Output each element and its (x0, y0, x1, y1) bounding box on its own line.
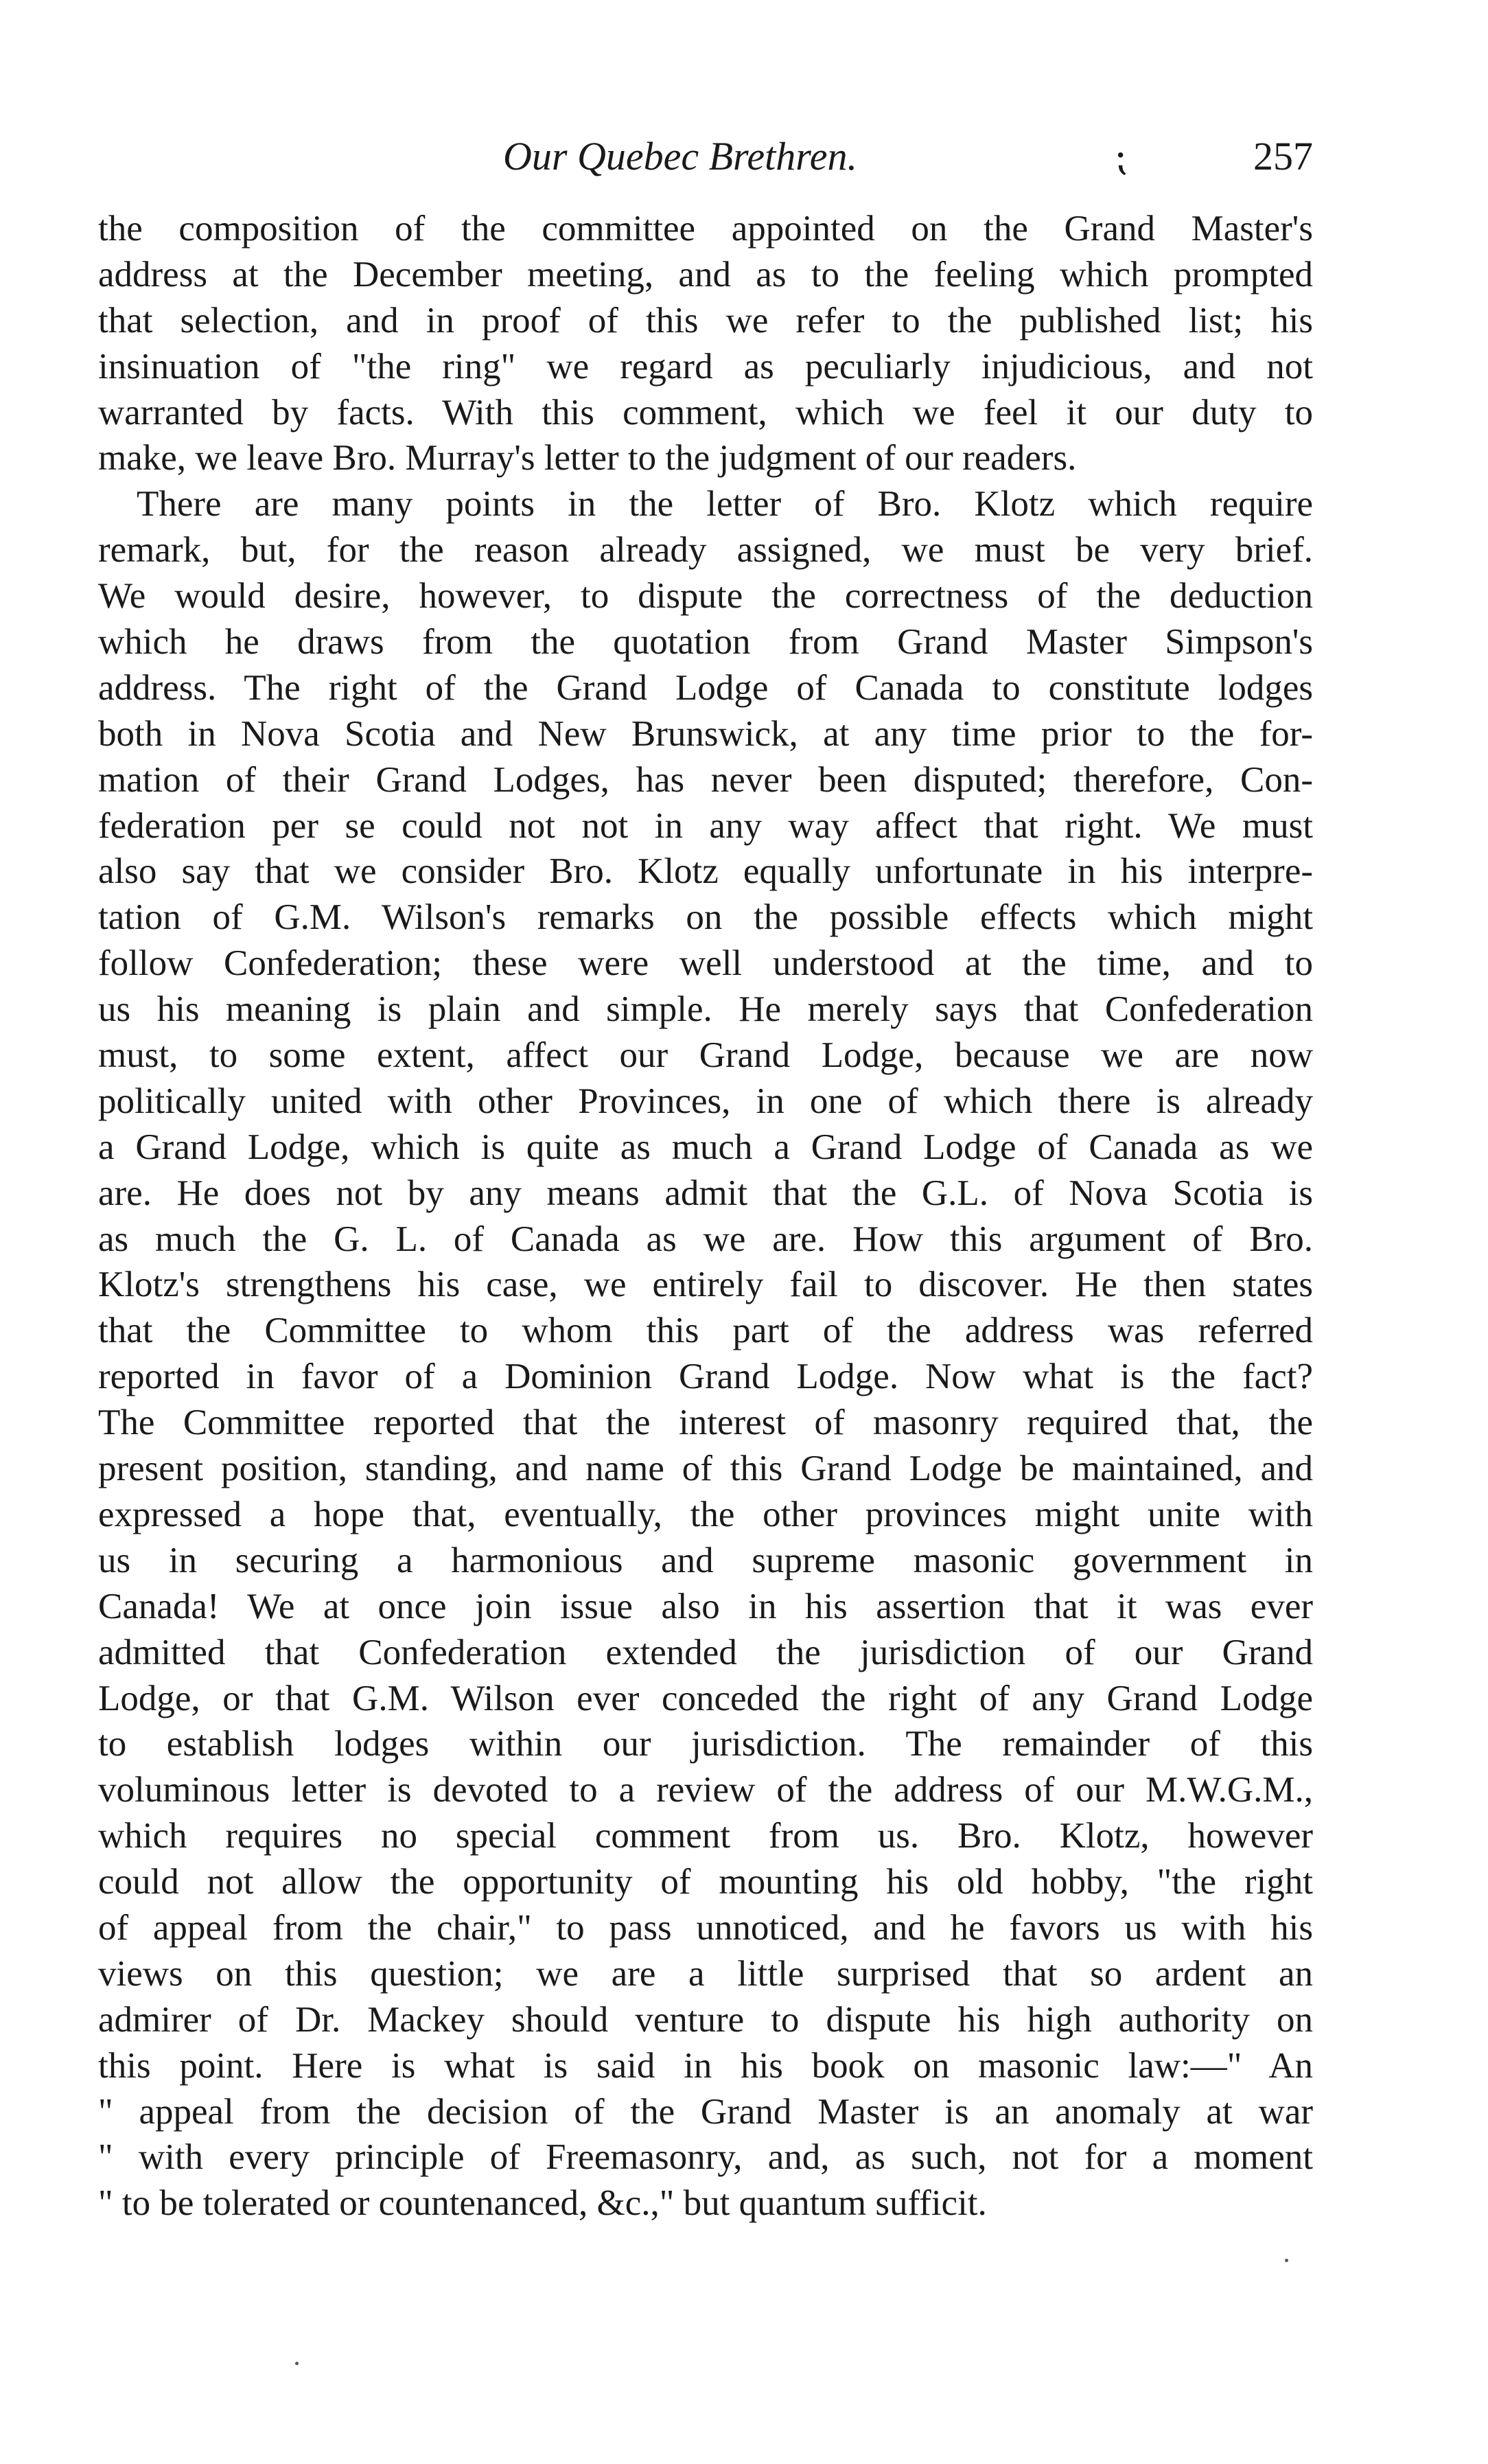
text-line: reported in favor of a Dominion Grand Lodge. Now what is the fact? (98, 1357, 1313, 1397)
text-line: Lodge, or that G.M. Wilson ever conceded the right of any Grand Lodge (98, 1678, 1313, 1718)
text-line: a Grand Lodge, which is quite as much a Grand Lodge of Canada as we (98, 1127, 1313, 1167)
text-line: insinuation of "the ring" we regard as peculiarly injudicious, and not (98, 346, 1313, 387)
running-head (98, 129, 1313, 184)
text-line: as much the G. L. of Canada as we are. How this argument of Bro. (98, 1219, 1313, 1259)
text-line: " with every principle of Freemasonry, and, as such, not for a moment (98, 2137, 1313, 2178)
text-line: The Committee reported that the interest of masonry required that, the (98, 1403, 1313, 1443)
text-line: are. He does not by any means admit that the G.L. of Nova Scotia is (98, 1173, 1313, 1213)
text-line: tation of G.M. Wilson's remarks on the possible effects which might (98, 897, 1313, 938)
text-line: that selection, and in proof of this we refer to the published list; his (98, 300, 1313, 341)
text-line: Canada! We at once join issue also in his assertion that it was ever (98, 1586, 1313, 1626)
text-line: which he draws from the quotation from Grand Master Simpson's (98, 622, 1313, 663)
text-line: admitted that Confederation extended the jurisdiction of our Grand (98, 1632, 1313, 1672)
text-line: We would desire, however, to dispute the correctness of the deduction (98, 576, 1313, 617)
text-line: us in securing a harmonious and supreme masonic government in (98, 1540, 1313, 1580)
text-line: remark, but, for the reason already assigned, we must be very brief. (98, 530, 1313, 571)
text-line: mation of their Grand Lodges, has never been disputed; therefore, Con- (98, 759, 1313, 800)
text-line: of appeal from the chair," to pass unnoticed, and he favors us with his (98, 1907, 1313, 1948)
text-line: There are many points in the letter of Bro. Klotz which require (137, 484, 1313, 525)
text-line: warranted by facts. With this comment, which we feel it our duty to (98, 392, 1313, 433)
text-line: expressed a hope that, eventually, the other provinces might unite with (98, 1494, 1313, 1534)
text-line: this point. Here is what is said in his book on masonic law:—" An (98, 2045, 1313, 2086)
text-line: address. The right of the Grand Lodge of Canada to constitute lodges (98, 667, 1313, 708)
text-line: " to be tolerated or countenanced, &c.," but quantum sufficit. (98, 2183, 987, 2224)
text-line: Klotz's strengthens his case, we entirely fail to discover. He then states (98, 1265, 1313, 1305)
running-title: Our Quebec Brethren. (503, 134, 857, 179)
text-line: admirer of Dr. Mackey should venture to dispute his high authority on (98, 1999, 1313, 2040)
body-text (98, 206, 1313, 2226)
text-line: that the Committee to whom this part of the address was referred (98, 1311, 1313, 1351)
text-line: present position, standing, and name of this Grand Lodge be maintained, and (98, 1449, 1313, 1489)
text-line: both in Nova Scotia and New Brunswick, at any time prior to the for- (98, 713, 1313, 754)
text-line: federation per se could not not in any way affect that right. We must (98, 805, 1313, 846)
text-line: " appeal from the decision of the Grand Master is an anomaly at war (98, 2091, 1313, 2132)
page-number: 257 (1253, 134, 1313, 179)
text-line: also say that we consider Bro. Klotz equally unfortunate in his interpre- (98, 851, 1313, 892)
print-speck (1285, 2259, 1288, 2262)
print-speck (295, 2362, 299, 2365)
text-line: address at the December meeting, and as to the feeling which prompted (98, 254, 1313, 295)
text-line: views on this question; we are a little surprised that so ardent an (98, 1953, 1313, 1994)
text-line: to establish lodges within our jurisdiction. The remainder of this (98, 1724, 1313, 1764)
text-line: could not allow the opportunity of mounting his old hobby, "the right (98, 1862, 1313, 1902)
text-line: voluminous letter is devoted to a review of the address of our M.W.G.M., (98, 1770, 1313, 1810)
running-head-mark: ⁏ (1114, 134, 1128, 179)
text-line: follow Confederation; these were well understood at the time, and to (98, 943, 1313, 984)
text-line: must, to some extent, affect our Grand Lodge, because we are now (98, 1035, 1313, 1076)
text-line: make, we leave Bro. Murray's letter to the judgment of our readers. (98, 438, 1077, 479)
text-line: politically united with other Provinces, in one of which there is already (98, 1081, 1313, 1121)
text-line: which requires no special comment from us. Bro. Klotz, however (98, 1816, 1313, 1856)
text-line: us his meaning is plain and simple. He merely says that Confederation (98, 989, 1313, 1030)
text-line: the composition of the committee appointed on the Grand Master's (98, 209, 1313, 249)
